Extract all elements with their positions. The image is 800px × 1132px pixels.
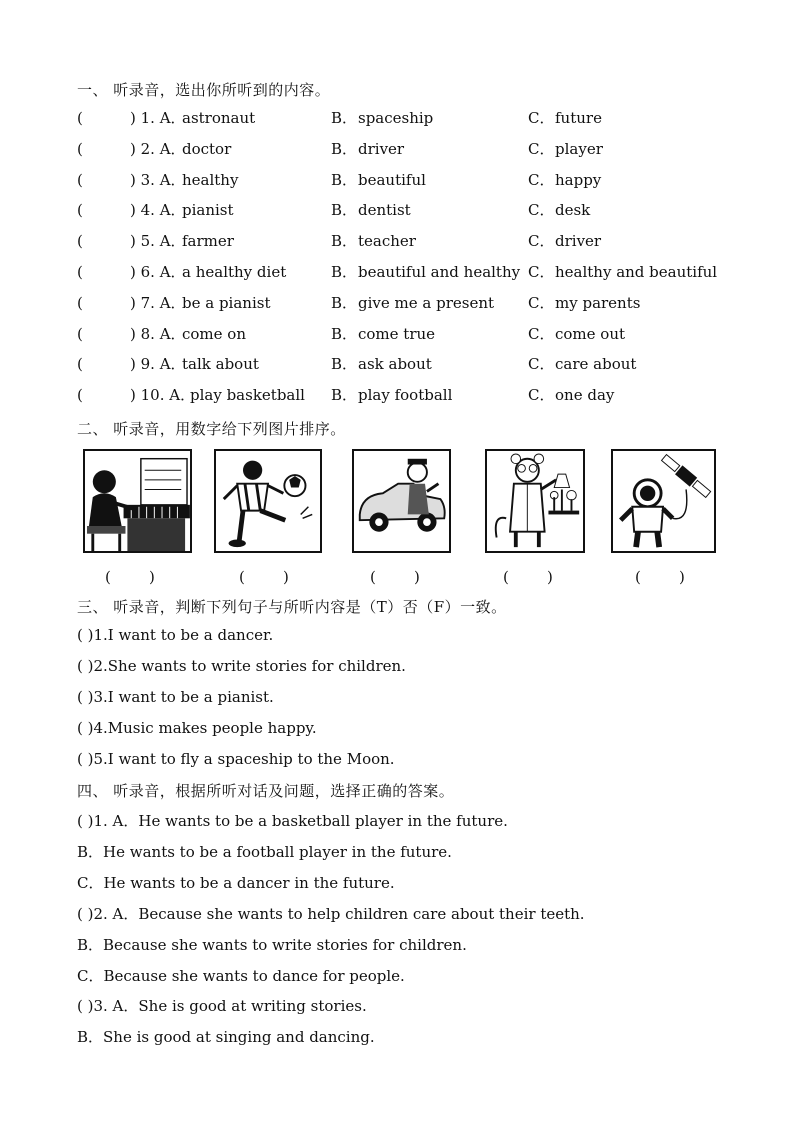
option-c: C．my parents <box>528 293 641 312</box>
section-3-title: 三、 听录音，判断下列句子与所听内容是（T）否（F）一致。 <box>77 598 507 616</box>
answer-blank[interactable]: ( <box>77 109 83 127</box>
item-number: ) 2. A． <box>130 139 186 158</box>
answer-blank[interactable]: ( <box>77 386 83 405</box>
option-c: C．player <box>528 139 603 158</box>
option-b: B．ask about <box>331 355 432 374</box>
item-number: ) 4. A． <box>130 201 186 220</box>
item-number: ) 6. A． <box>130 263 186 281</box>
option-b: B．beautiful <box>331 170 426 189</box>
option-b: B．give me a present <box>331 293 495 312</box>
order-blank-3[interactable]: ( ) <box>370 568 420 586</box>
option-b: B．beautiful and healthy <box>331 263 521 281</box>
option-c: C．driver <box>528 232 602 251</box>
option-c: C．care about <box>528 355 637 374</box>
tf-item-4: ( )4.Music makes people happy. <box>77 719 317 737</box>
q3-option-a: ( )3. A．She is good at writing stories. <box>77 997 367 1015</box>
q1-option-c: C．He wants to be a dancer in the future. <box>77 874 395 892</box>
q1-option-b: B．He wants to be a football player in the future. <box>77 843 452 861</box>
car-driver-picture <box>352 449 451 553</box>
tf-item-1: ( )1.I want to be a dancer. <box>77 626 274 644</box>
answer-blank[interactable]: ( <box>77 232 83 251</box>
answer-blank[interactable]: ( <box>77 139 83 158</box>
item-number: ) 5. A． <box>130 232 186 251</box>
q1-option-a: ( )1. A．He wants to be a basketball player in the future. <box>77 812 508 830</box>
option-b: B．teacher <box>331 232 416 251</box>
astronaut-picture <box>611 449 716 553</box>
option-b: B．come true <box>331 324 436 343</box>
option-c: C．one day <box>528 386 615 405</box>
option-a: a healthy diet <box>182 263 287 281</box>
answer-blank[interactable]: ( <box>77 355 83 374</box>
scientist-picture <box>485 449 585 553</box>
section-1-title: 一、 听录音，选出你所听到的内容。 <box>77 81 331 99</box>
tf-item-3: ( )3.I want to be a pianist. <box>77 688 274 706</box>
order-blank-1[interactable]: ( ) <box>105 568 155 586</box>
option-a: doctor <box>182 139 232 158</box>
option-c: C．healthy and beautiful <box>528 263 718 281</box>
option-b: B．spaceship <box>331 109 434 127</box>
item-number: ) 7. A． <box>130 293 186 312</box>
option-c: C．desk <box>528 201 591 220</box>
section-2-title: 二、 听录音，用数字给下列图片排序。 <box>77 420 346 438</box>
q3-option-b: B．She is good at singing and dancing. <box>77 1028 375 1046</box>
option-a: be a pianist <box>182 293 271 312</box>
order-blank-4[interactable]: ( ) <box>503 568 553 586</box>
section-4-title: 四、 听录音，根据所听对话及问题，选择正确的答案。 <box>77 782 455 800</box>
tf-item-2: ( )2.She wants to write stories for children. <box>77 657 406 675</box>
option-b: B．dentist <box>331 201 411 220</box>
option-a: farmer <box>182 232 234 251</box>
option-c: C．come out <box>528 324 626 343</box>
option-b: B．driver <box>331 139 405 158</box>
item-number: ) 3. A． <box>130 170 186 189</box>
item-number: ) 10. A． <box>130 386 196 405</box>
answer-blank[interactable]: ( <box>77 201 83 220</box>
item-number: ) 9. A． <box>130 355 186 374</box>
item-number: ) 8. A． <box>130 324 186 343</box>
q2-option-c: C．Because she wants to dance for people. <box>77 967 405 985</box>
option-c: C．future <box>528 109 602 127</box>
answer-blank[interactable]: ( <box>77 293 83 312</box>
option-a: pianist <box>182 201 234 220</box>
option-a: healthy <box>182 170 239 189</box>
q2-option-b: B．Because she wants to write stories for children. <box>77 936 467 954</box>
tf-item-5: ( )5.I want to fly a spaceship to the Moon. <box>77 750 395 768</box>
option-a: talk about <box>182 355 259 374</box>
option-a: play basketball <box>190 386 305 405</box>
item-number: ) 1. A． <box>130 109 186 127</box>
piano-player-picture <box>83 449 192 553</box>
answer-blank[interactable]: ( <box>77 170 83 189</box>
answer-blank[interactable]: ( <box>77 263 83 281</box>
order-blank-5[interactable]: ( ) <box>635 568 685 586</box>
option-a: astronaut <box>182 109 256 127</box>
q2-option-a: ( )2. A．Because she wants to help children care about their teeth. <box>77 905 585 923</box>
answer-blank[interactable]: ( <box>77 324 83 343</box>
order-blank-2[interactable]: ( ) <box>239 568 289 586</box>
option-a: come on <box>182 324 246 343</box>
option-c: C．happy <box>528 170 602 189</box>
option-b: B．play football <box>331 386 453 405</box>
football-player-picture <box>214 449 322 553</box>
